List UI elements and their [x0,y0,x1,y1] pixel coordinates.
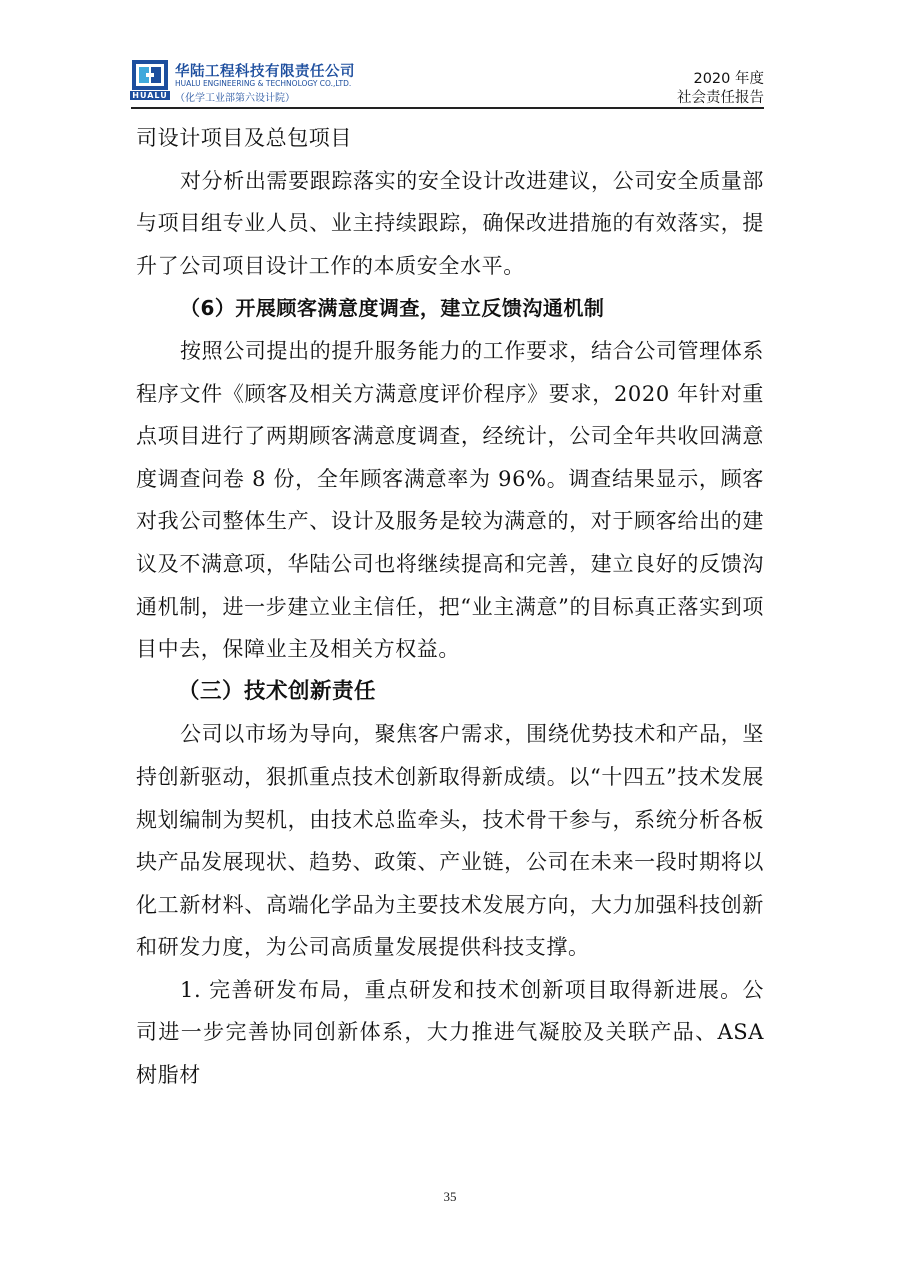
section-heading-tech-innovation: （三）技术创新责任 [178,678,377,704]
page-body [136,117,764,1097]
company-name-en: HUALU ENGINEERING & TECHNOLOGY CO.,LTD. [175,79,352,88]
paragraph-rd-layout: 1. 完善研发布局，重点研发和技术创新项目取得新进展。公司进一步完善协同创新体系，大力推进气凝胶及关联产品、ASA 树脂材 [136,977,764,1088]
page-number: 35 [443,1189,457,1204]
report-title: 社会责任报告 [677,90,764,106]
company-subtitle: （化学工业部第六设计院） [175,93,295,104]
paragraph-continued: 司设计项目及总包项目 [136,126,352,150]
subsection-heading-customer-survey: （6）开展顾客满意度调查，建立反馈沟通机制 [180,296,605,321]
paragraph-tech-innovation: 公司以市场为导向，聚焦客户需求，围绕优势技术和产品，坚持创新驱动，狠抓重点技术创新取得新成绩。以“十四五”技术发展规划编制为契机，由技术总监牵头，技术骨干参与，系统分析各板块产品发展现状、趋势、政策、产业链，公司在未来一段时期将以化工新材料、高端化学品为主要技术发展方向，大力加强科技创新和研发力度，为公司高质量发展提供科技支撑。 [136,722,764,960]
hualu-logo-icon [132,60,168,90]
report-year: 2020 年度 [693,71,764,87]
logo-wordmark: HUALU [130,91,170,100]
paragraph-customer-survey: 按照公司提出的提升服务能力的工作要求，结合公司管理体系程序文件《顾客及相关方满意度评价程序》要求，2020 年针对重点项目进行了两期顾客满意度调查，经统计，公司全年共收回满意度调查问卷 8 份，全年顾客满意率为 96%。调查结果显示，顾客对我公司整体生产、设计及服务是较为满意的，对于顾客给出的建议及不满意项，华陆公司也将继续提高和完善，建立良好的反馈沟通机制，进一步建立业主信任，把“业主满意”的目标真正落实到项目中去，保障业主及相关方权益。 [136,338,764,662]
company-name-cn: 华陆工程科技有限责任公司 [175,64,355,80]
header-divider [131,107,764,109]
page-header [0,0,900,110]
paragraph-safety-tracking: 对分析出需要跟踪落实的安全设计改进建议，公司安全质量部与项目组专业人员、业主持续跟踪，确保改进措施的有效落实，提升了公司项目设计工作的本质安全水平。 [136,168,764,278]
